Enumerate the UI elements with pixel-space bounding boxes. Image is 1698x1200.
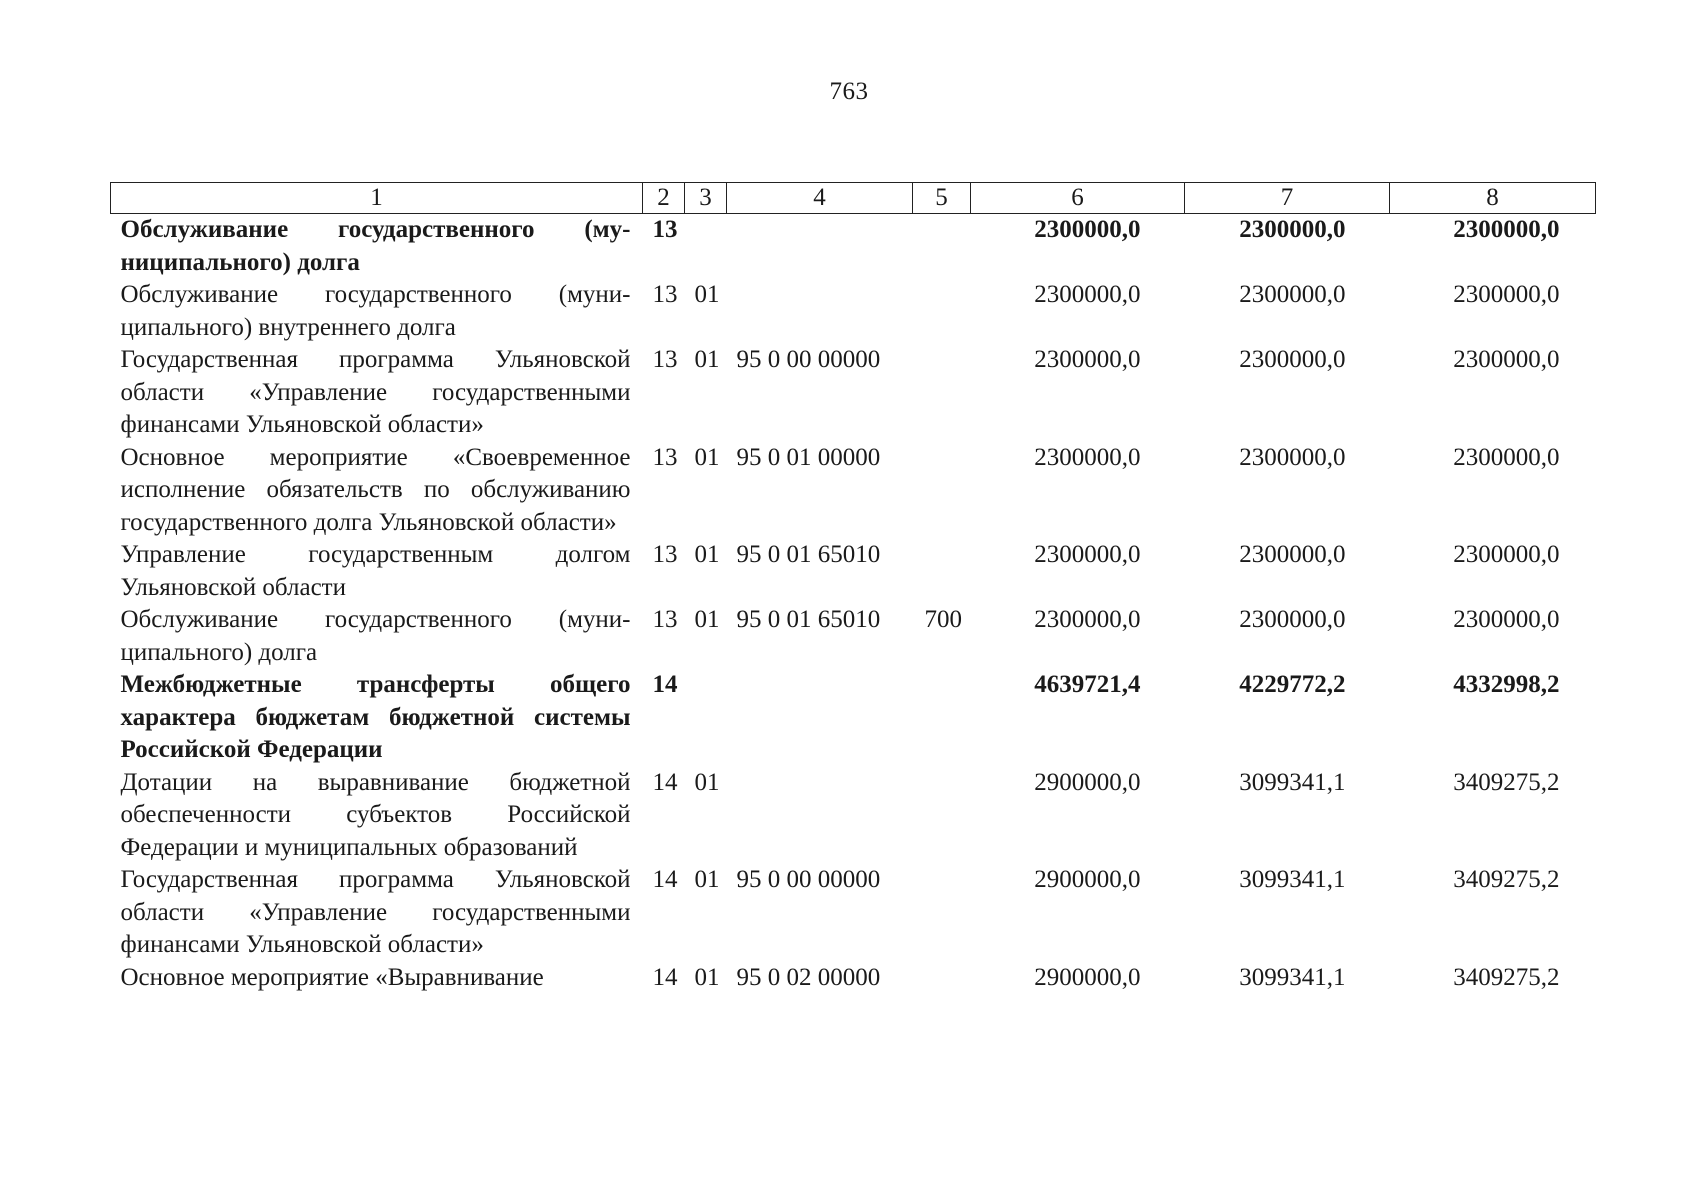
table-row: [111, 604, 1596, 669]
row-amount-col-8: 4332998,2: [1453, 671, 1560, 698]
table-row: [111, 864, 1596, 962]
row-name: Обслуживание государственного (муниципального) долга: [120, 606, 631, 666]
row-amount-col-8: 3409275,2: [1453, 963, 1560, 991]
row-section-code: 13: [652, 216, 678, 243]
row-subsection-code: [685, 669, 727, 767]
header-col-1: 1: [111, 183, 643, 214]
row-amount-col-7: 2300000,0: [1239, 346, 1346, 373]
row-amount-col-6: 4639721,4: [1034, 671, 1141, 698]
row-subsection-code: 01: [694, 281, 720, 308]
table-row: [111, 962, 1596, 995]
row-amount-col-8: 2300000,0: [1453, 443, 1560, 471]
row-target-article-code: [727, 767, 913, 865]
row-name: Основное мероприятие «Своевременное исполнение обязательств по обслуживанию государственного долга Ульяновской области»: [120, 443, 631, 536]
row-target-article-code: 95 0 01 65010: [736, 541, 881, 568]
row-amount-col-7: 3099341,1: [1239, 963, 1346, 991]
row-expense-type-code: [913, 962, 971, 995]
header-col-8: 8: [1390, 183, 1596, 214]
row-amount-col-6: 2300000,0: [1034, 606, 1141, 633]
row-name: Дотации на выравнивание бюджетной обеспеченности субъектов Российской Федерации и муниципальных образований: [120, 768, 631, 861]
row-section-code: 14: [652, 768, 678, 796]
row-subsection-code: 01: [694, 768, 720, 796]
row-expense-type-code: [913, 442, 971, 540]
header-col-3: 3: [685, 183, 727, 214]
row-name: Государственная программа Ульяновской области «Управление государственными финансами Ульяновской области»: [120, 346, 631, 438]
table-row: [111, 767, 1596, 865]
row-section-code: 13: [652, 281, 678, 308]
row-amount-col-8: 2300000,0: [1453, 281, 1560, 308]
row-amount-col-8: 2300000,0: [1453, 606, 1560, 633]
header-row: [111, 183, 1596, 214]
header-col-2: 2: [643, 183, 685, 214]
row-amount-col-6: 2300000,0: [1034, 216, 1141, 243]
row-expense-type-code: [913, 279, 971, 344]
header-col-5: 5: [913, 183, 971, 214]
row-target-article-code: [727, 214, 913, 280]
row-expense-type-code: [913, 767, 971, 865]
row-amount-col-6: 2900000,0: [1034, 768, 1141, 796]
table-row: [111, 214, 1596, 280]
row-section-code: 14: [652, 866, 678, 893]
row-subsection-code: [685, 214, 727, 280]
row-section-code: 14: [652, 963, 678, 991]
row-amount-col-7: 2300000,0: [1239, 606, 1346, 633]
row-expense-type-code: [913, 344, 971, 442]
page-number: 763: [829, 78, 869, 105]
table-body: [111, 214, 1596, 995]
row-target-article-code: [727, 669, 913, 767]
row-amount-col-6: 2300000,0: [1034, 443, 1141, 471]
row-amount-col-8: 2300000,0: [1453, 216, 1560, 243]
row-subsection-code: 01: [694, 866, 720, 893]
header-col-4: 4: [727, 183, 913, 214]
table-row: [111, 344, 1596, 442]
row-subsection-code: 01: [694, 963, 720, 991]
budget-table: [110, 182, 1596, 994]
row-expense-type-code: [913, 539, 971, 604]
row-amount-col-6: 2300000,0: [1034, 346, 1141, 373]
row-amount-col-7: 3099341,1: [1239, 866, 1346, 893]
row-amount-col-7: 2300000,0: [1239, 443, 1346, 471]
row-amount-col-7: 2300000,0: [1239, 281, 1346, 308]
row-section-code: 14: [652, 671, 678, 698]
row-target-article-code: 95 0 01 00000: [736, 443, 881, 471]
row-subsection-code: 01: [694, 346, 720, 373]
row-amount-col-8: 3409275,2: [1453, 866, 1560, 893]
row-name: Основное мероприятие «Выравнивание: [120, 963, 544, 991]
row-amount-col-7: 2300000,0: [1239, 541, 1346, 568]
row-expense-type-code: [913, 669, 971, 767]
row-subsection-code: 01: [694, 443, 720, 471]
table-row: [111, 279, 1596, 344]
row-amount-col-8: 3409275,2: [1453, 768, 1560, 796]
row-name: Обслуживание государственного (муниципального) долга: [120, 216, 631, 276]
row-section-code: 13: [652, 443, 678, 471]
table-row: [111, 669, 1596, 767]
row-subsection-code: 01: [694, 606, 720, 633]
row-name: Обслуживание государственного (муниципального) внутреннего долга: [120, 281, 631, 341]
row-expense-type-code: 700: [924, 606, 962, 633]
row-target-article-code: 95 0 00 00000: [736, 866, 881, 893]
row-name: Управление государственным долгом Ульяновской области: [120, 541, 631, 601]
row-target-article-code: 95 0 00 00000: [736, 346, 881, 373]
row-expense-type-code: [913, 214, 971, 280]
row-amount-col-6: 2300000,0: [1034, 281, 1141, 308]
row-amount-col-7: 2300000,0: [1239, 216, 1346, 243]
table-row: [111, 539, 1596, 604]
row-amount-col-6: 2900000,0: [1034, 866, 1141, 893]
header-col-6: 6: [971, 183, 1185, 214]
row-section-code: 13: [652, 606, 678, 633]
row-amount-col-8: 2300000,0: [1453, 346, 1560, 373]
row-amount-col-6: 2300000,0: [1034, 541, 1141, 568]
row-amount-col-7: 4229772,2: [1239, 671, 1346, 698]
row-expense-type-code: [913, 864, 971, 962]
row-section-code: 13: [652, 346, 678, 373]
row-target-article-code: [727, 279, 913, 344]
row-amount-col-8: 2300000,0: [1453, 541, 1560, 568]
row-name: Межбюджетные трансферты общего характера бюджетам бюджетной системы Российской Федерации: [120, 671, 631, 763]
header-col-7: 7: [1185, 183, 1390, 214]
row-amount-col-7: 3099341,1: [1239, 768, 1346, 796]
row-name: Государственная программа Ульяновской области «Управление государственными финансами Ульяновской области»: [120, 866, 631, 958]
row-subsection-code: 01: [694, 541, 720, 568]
row-amount-col-6: 2900000,0: [1034, 963, 1141, 991]
row-target-article-code: 95 0 01 65010: [736, 606, 881, 633]
row-target-article-code: 95 0 02 00000: [736, 963, 881, 991]
row-section-code: 13: [652, 541, 678, 568]
table-row: [111, 442, 1596, 540]
